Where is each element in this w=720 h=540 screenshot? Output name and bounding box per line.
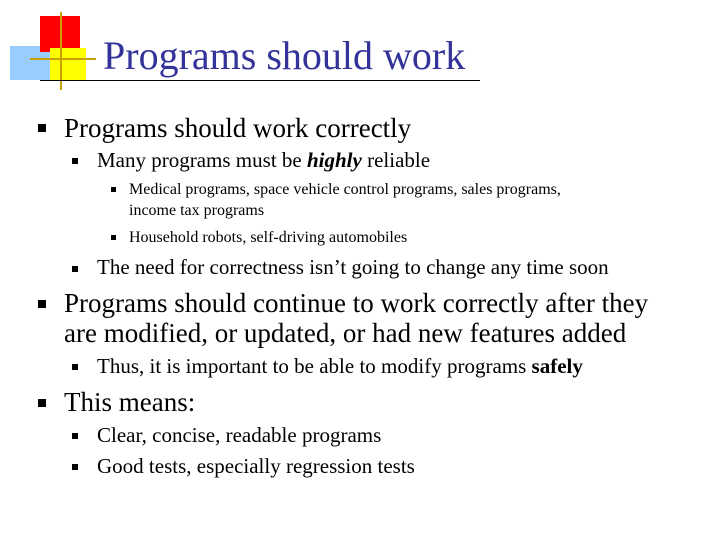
bullet-square xyxy=(111,235,116,240)
bullet-1-text: Programs should work correctly xyxy=(64,113,412,143)
bullet-1-1-2-text: Household robots, self-driving automobiles xyxy=(129,229,408,246)
corner-yellow-square xyxy=(50,48,86,80)
bullet-1-1-emphasis: highly xyxy=(306,148,362,172)
bullet-square xyxy=(38,399,46,407)
bullet-1-1-1-line1: Medical programs, space vehicle control programs, sales programs, xyxy=(129,181,561,198)
bullet-1-1-1-line2: income tax programs xyxy=(129,202,265,219)
bullet-2-1-text xyxy=(97,356,583,377)
bullet-2-1-prefix: Thus, it is important to be able to modify programs xyxy=(97,354,532,378)
bullet-square xyxy=(111,187,116,192)
bullet-3-2-text: Good tests, especially regression tests xyxy=(97,454,415,478)
bullet-2-line2: are modified, or updated, or had new features added xyxy=(64,318,627,348)
bullet-square xyxy=(72,158,78,164)
slide-title: Programs should work xyxy=(103,33,466,78)
bullet-2-line1: Programs should continue to work correctly after they xyxy=(64,288,649,318)
bullet-square xyxy=(72,266,78,272)
bullet-3-1-text: Clear, concise, readable programs xyxy=(97,423,382,447)
bullet-square xyxy=(72,364,78,370)
bullet-1-2-text: The need for correctness isn’t going to change any time soon xyxy=(97,255,609,279)
bullet-square xyxy=(72,464,78,470)
bullet-square xyxy=(38,300,46,308)
bullet-1-1-prefix: Many programs must be xyxy=(97,148,307,172)
corner-horizontal-line xyxy=(30,58,96,60)
title-underline xyxy=(40,80,480,81)
bullet-1-1-suffix: reliable xyxy=(361,148,431,172)
bullet-2-1-strong: safely xyxy=(531,354,583,378)
bullet-3-text: This means: xyxy=(64,387,196,417)
bullet-square xyxy=(38,124,46,132)
bullet-1-1-text xyxy=(97,150,430,171)
bullet-square xyxy=(72,433,78,439)
corner-vertical-line xyxy=(60,12,62,90)
